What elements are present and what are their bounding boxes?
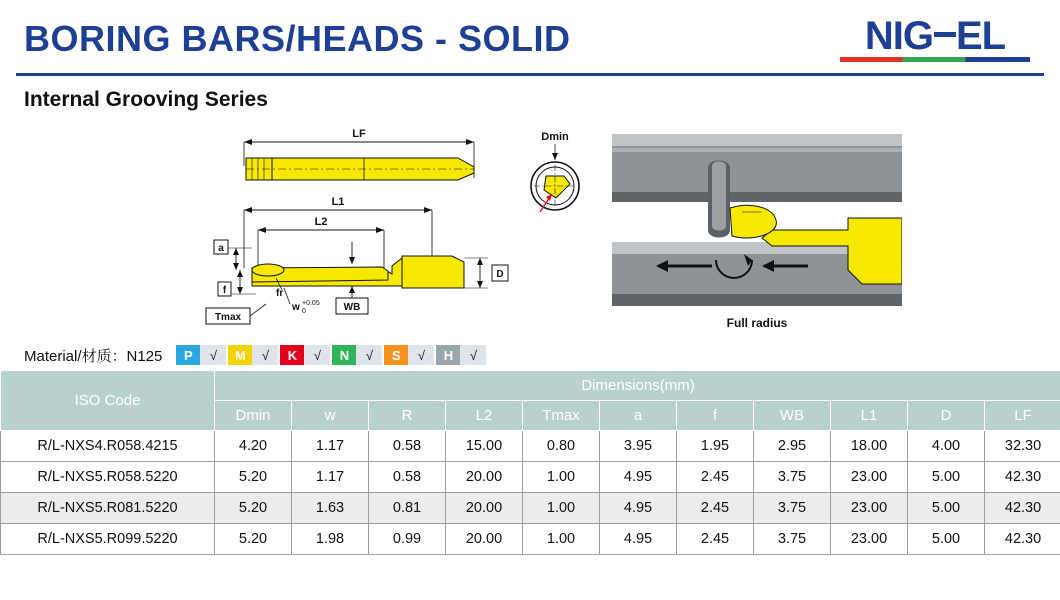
label-l1: L1 bbox=[331, 196, 345, 208]
cell-r: 0.81 bbox=[369, 493, 446, 524]
column-header-tmax: Tmax bbox=[523, 401, 600, 431]
label-a: a bbox=[218, 243, 224, 254]
material-check-m: √ bbox=[252, 345, 278, 365]
cell-l2: 20.00 bbox=[446, 462, 523, 493]
cell-w: 1.98 bbox=[292, 524, 369, 555]
table-row bbox=[1, 493, 1060, 524]
logo-dash-icon bbox=[934, 32, 956, 37]
label-w: w bbox=[292, 302, 300, 313]
cell-w: 1.63 bbox=[292, 493, 369, 524]
material-row bbox=[0, 340, 1060, 370]
cell-lf: 42.30 bbox=[985, 493, 1060, 524]
cell-lf: 42.30 bbox=[985, 462, 1060, 493]
cell-l1: 23.00 bbox=[831, 462, 908, 493]
label-w-tol-lower: 0 bbox=[302, 308, 306, 315]
material-code-n: N bbox=[332, 345, 356, 365]
column-header-lf: LF bbox=[985, 401, 1060, 431]
cell-d: 5.00 bbox=[908, 524, 985, 555]
specification-table bbox=[0, 370, 1060, 555]
cell-a: 3.95 bbox=[600, 431, 677, 462]
material-group-s bbox=[384, 345, 434, 365]
cell-wb: 2.95 bbox=[754, 431, 831, 462]
cell-l1: 23.00 bbox=[831, 524, 908, 555]
cell-lf: 42.30 bbox=[985, 524, 1060, 555]
logo-wordmark bbox=[864, 13, 1006, 58]
column-header-dmin: Dmin bbox=[215, 401, 292, 431]
cell-lf: 32.30 bbox=[985, 431, 1060, 462]
cell-iso-code: R/L-NXS5.R081.5220 bbox=[1, 493, 215, 524]
cell-dmin: 5.20 bbox=[215, 493, 292, 524]
material-code-p: P bbox=[176, 345, 200, 365]
label-wb: WB bbox=[343, 302, 361, 313]
label-fr: fr bbox=[276, 288, 284, 299]
cell-l2: 20.00 bbox=[446, 524, 523, 555]
cell-a: 4.95 bbox=[600, 462, 677, 493]
figure-caption: Full radius bbox=[726, 316, 788, 330]
cell-tmax: 1.00 bbox=[523, 524, 600, 555]
section-subtitle: Internal Grooving Series bbox=[24, 88, 268, 111]
cell-dmin: 5.20 bbox=[215, 462, 292, 493]
cell-l1: 18.00 bbox=[831, 431, 908, 462]
material-check-p: √ bbox=[200, 345, 226, 365]
material-check-h: √ bbox=[460, 345, 486, 365]
cell-f: 2.45 bbox=[677, 462, 754, 493]
cell-l1: 23.00 bbox=[831, 493, 908, 524]
table-row bbox=[1, 431, 1060, 462]
column-header-f: f bbox=[677, 401, 754, 431]
material-group-p bbox=[176, 345, 226, 365]
cell-tmax: 0.80 bbox=[523, 431, 600, 462]
cell-iso-code: R/L-NXS5.R099.5220 bbox=[1, 524, 215, 555]
column-header-a: a bbox=[600, 401, 677, 431]
cell-f: 1.95 bbox=[677, 431, 754, 462]
column-header-dimensions: Dimensions(mm) bbox=[215, 371, 1060, 401]
material-code-s: S bbox=[384, 345, 408, 365]
cell-iso-code: R/L-NXS4.R058.4215 bbox=[1, 431, 215, 462]
column-header-wb: WB bbox=[754, 401, 831, 431]
material-check-k: √ bbox=[304, 345, 330, 365]
header-divider bbox=[16, 73, 1044, 76]
table-row bbox=[1, 524, 1060, 555]
grooving-application-drawing bbox=[612, 134, 902, 314]
page-title: BORING BARS/HEADS - SOLID bbox=[24, 18, 571, 59]
cell-tmax: 1.00 bbox=[523, 493, 600, 524]
cell-a: 4.95 bbox=[600, 493, 677, 524]
cell-wb: 3.75 bbox=[754, 462, 831, 493]
cell-w: 1.17 bbox=[292, 462, 369, 493]
label-l2: L2 bbox=[314, 216, 328, 228]
material-code-m: M bbox=[228, 345, 252, 365]
label-w-tol-upper: +0.05 bbox=[302, 300, 320, 307]
material-check-n: √ bbox=[356, 345, 382, 365]
material-group-h bbox=[436, 345, 486, 365]
material-check-s: √ bbox=[408, 345, 434, 365]
column-header-l2: L2 bbox=[446, 401, 523, 431]
brand-logo bbox=[840, 13, 1030, 62]
dmin-detail-drawing bbox=[500, 124, 610, 234]
page-header bbox=[0, 0, 1060, 78]
table-row bbox=[1, 462, 1060, 493]
cell-w: 1.17 bbox=[292, 431, 369, 462]
figure-area bbox=[0, 116, 1060, 344]
label-d: D bbox=[496, 269, 504, 280]
label-dmin: Dmin bbox=[541, 131, 569, 143]
cell-dmin: 4.20 bbox=[215, 431, 292, 462]
column-header-iso-code: ISO Code bbox=[1, 371, 215, 431]
cell-wb: 3.75 bbox=[754, 524, 831, 555]
cell-d: 5.00 bbox=[908, 462, 985, 493]
column-header-r: R bbox=[369, 401, 446, 431]
cell-l2: 15.00 bbox=[446, 431, 523, 462]
cell-r: 0.58 bbox=[369, 431, 446, 462]
table-header-row-1 bbox=[1, 371, 1060, 401]
material-group-n bbox=[332, 345, 382, 365]
cell-r: 0.58 bbox=[369, 462, 446, 493]
cell-a: 4.95 bbox=[600, 524, 677, 555]
material-code-h: H bbox=[436, 345, 460, 365]
column-header-l1: L1 bbox=[831, 401, 908, 431]
cell-wb: 3.75 bbox=[754, 493, 831, 524]
column-header-w: w bbox=[292, 401, 369, 431]
material-label: Material/材质：N125 bbox=[24, 347, 163, 365]
cell-dmin: 5.20 bbox=[215, 524, 292, 555]
material-code-k: K bbox=[280, 345, 304, 365]
material-group-k bbox=[280, 345, 330, 365]
logo-wordmark-tail: EL bbox=[956, 13, 1006, 58]
label-lf: LF bbox=[352, 128, 366, 140]
cell-f: 2.45 bbox=[677, 493, 754, 524]
label-tmax: Tmax bbox=[214, 312, 242, 323]
cell-tmax: 1.00 bbox=[523, 462, 600, 493]
cell-iso-code: R/L-NXS5.R058.5220 bbox=[1, 462, 215, 493]
material-group-m bbox=[228, 345, 278, 365]
cell-d: 5.00 bbox=[908, 493, 985, 524]
cell-f: 2.45 bbox=[677, 524, 754, 555]
logo-wordmark-main: NIG bbox=[864, 13, 933, 58]
cell-d: 4.00 bbox=[908, 431, 985, 462]
cell-r: 0.99 bbox=[369, 524, 446, 555]
cell-l2: 20.00 bbox=[446, 493, 523, 524]
label-f: f bbox=[222, 285, 227, 296]
column-header-d: D bbox=[908, 401, 985, 431]
